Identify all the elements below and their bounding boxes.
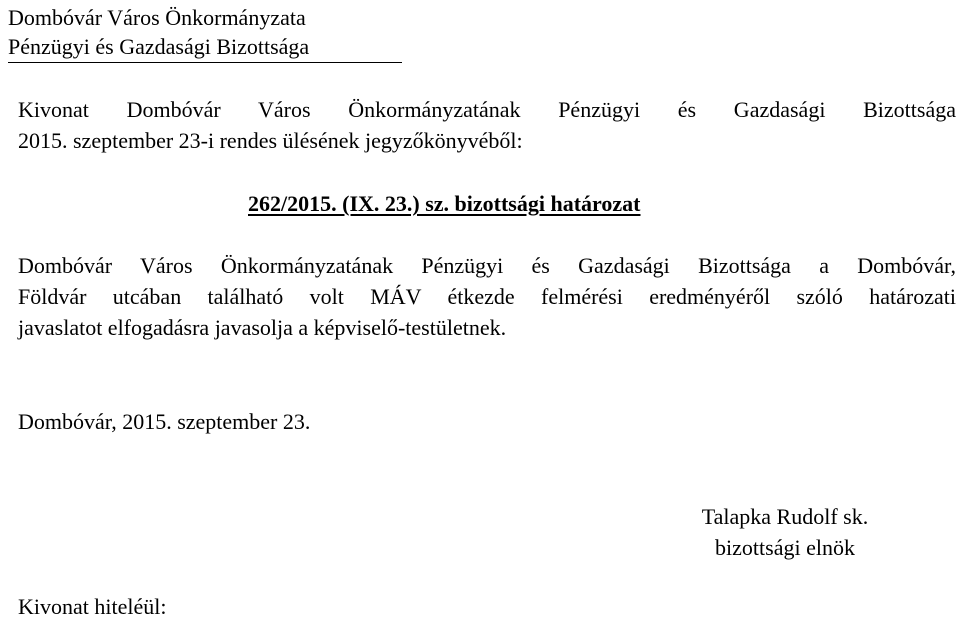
signatory-name: Talapka Rudolf sk. xyxy=(701,504,869,529)
header-committee: Pénzügyi és Gazdasági Bizottsága xyxy=(8,34,310,59)
intro-line-1: Kivonat Dombóvár Város Önkormányzatának Pénzügyi és Gazdasági Bizottsága xyxy=(18,97,956,122)
place-date: Dombóvár, 2015. szeptember 23. xyxy=(18,409,311,434)
signatory-title: bizottsági elnök xyxy=(715,535,855,560)
resolution-title: 262/2015. (IX. 23.) sz. bizottsági határozat xyxy=(248,191,641,216)
footer-certification: Kivonat hiteléül: xyxy=(18,594,167,619)
intro-line-2: 2015. szeptember 23-i rendes ülésének jegyzőkönyvéből: xyxy=(18,128,523,153)
body-line-2: Földvár utcában található volt MÁV étkezde felmérési eredményéről szóló határozati xyxy=(18,284,956,309)
body-line-3: javaslatot elfogadásra javasolja a képviselő-testületnek. xyxy=(18,315,507,340)
header-organization: Dombóvár Város Önkormányzata xyxy=(8,5,306,30)
document-header xyxy=(8,3,402,63)
body-line-1: Dombóvár Város Önkormányzatának Pénzügyi és Gazdasági Bizottsága a Dombóvár, xyxy=(18,253,956,278)
